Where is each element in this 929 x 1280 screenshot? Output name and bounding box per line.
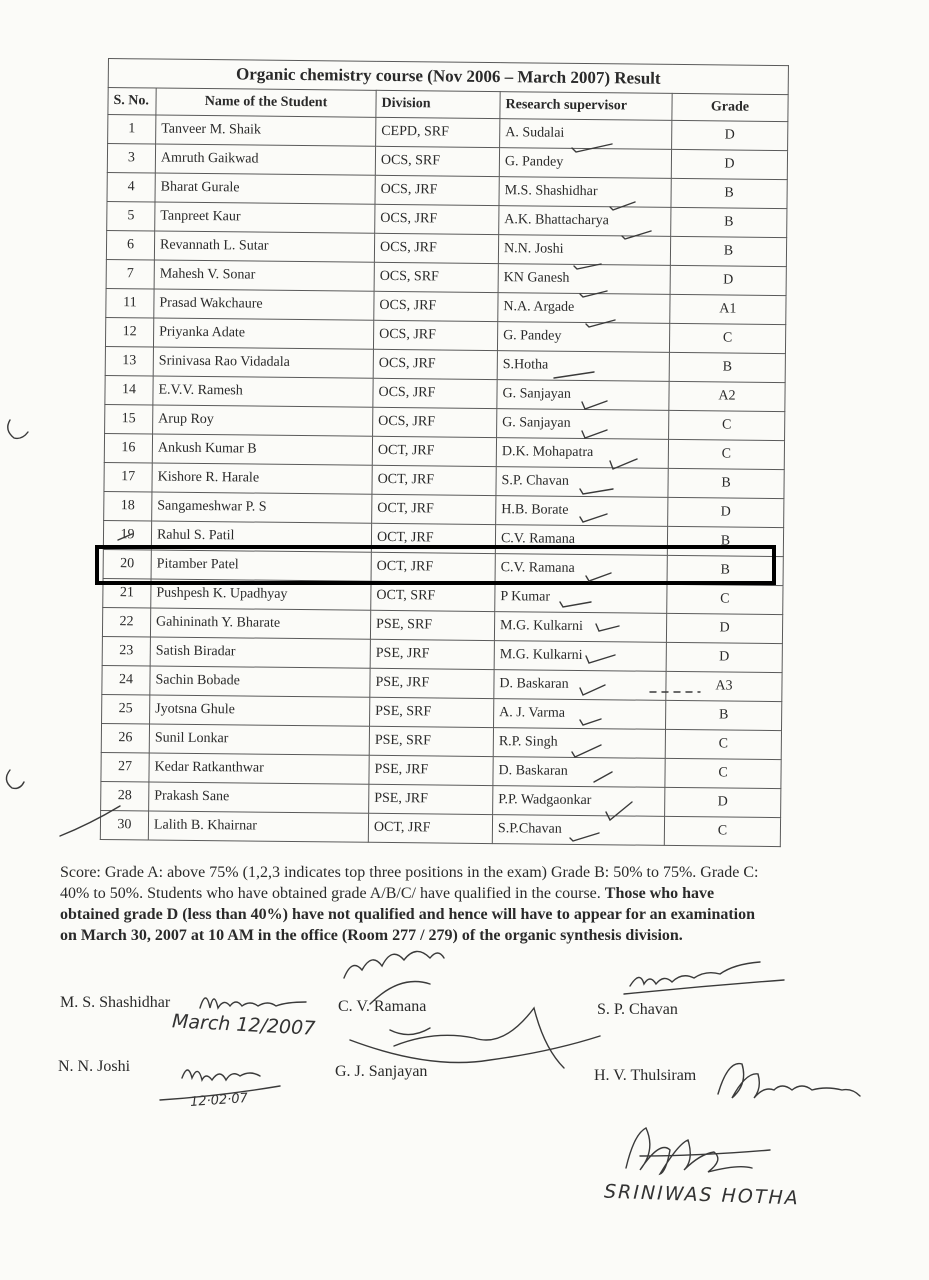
cell-student-name: E.V.V. Ramesh xyxy=(153,376,373,407)
cell-sno: 11 xyxy=(106,288,154,318)
grading-notes xyxy=(60,862,760,946)
cell-sno: 22 xyxy=(102,607,150,637)
cell-grade: C xyxy=(665,729,781,759)
cell-grade: B xyxy=(671,178,787,208)
cell-sno: 19 xyxy=(103,520,151,550)
cell-division: PSE, JRF xyxy=(370,639,494,669)
cell-sno: 14 xyxy=(105,375,153,405)
cell-grade: B xyxy=(668,468,784,498)
cell-sno: 26 xyxy=(101,723,149,753)
handwritten-date-joshi: 12·02·07 xyxy=(189,1090,249,1111)
cell-student-name: Sachin Bobade xyxy=(150,666,370,697)
cell-supervisor: A. Sudalai xyxy=(500,119,672,150)
cell-student-name: Priyanka Adate xyxy=(153,318,373,349)
cell-division: OCS, SRF xyxy=(375,146,499,176)
cell-supervisor: N.N. Joshi xyxy=(498,235,670,266)
cell-supervisor: A.K. Bhattacharya xyxy=(499,206,671,237)
cell-supervisor: D. Baskaran xyxy=(494,670,666,701)
cell-supervisor: D. Baskaran xyxy=(493,757,665,788)
cell-division: CEPD, SRF xyxy=(376,117,500,147)
cell-student-name: Sangameshwar P. S xyxy=(152,492,372,523)
cell-student-name: Kedar Ratkanthwar xyxy=(149,753,369,784)
cell-division: OCS, JRF xyxy=(375,204,499,234)
cell-grade: C xyxy=(668,439,784,469)
cell-grade: D xyxy=(665,787,781,817)
cell-sno: 25 xyxy=(102,694,150,724)
signatory-joshi: N. N. Joshi xyxy=(58,1058,131,1075)
cell-sno: 27 xyxy=(101,752,149,782)
cell-division: PSE, SRF xyxy=(370,697,494,727)
cell-student-name: Rahul S. Patil xyxy=(151,521,371,552)
signatory-tulsiram: H. V. Thulsiram xyxy=(594,1067,697,1084)
cell-grade: A1 xyxy=(670,294,786,324)
table-title: Organic chemistry course (Nov 2006 – March 2007) Result xyxy=(108,59,788,95)
cell-division: PSE, SRF xyxy=(369,726,493,756)
cell-sno: 12 xyxy=(105,317,153,347)
signature-shashidhar xyxy=(200,998,306,1008)
cell-student-name: Mahesh V. Sonar xyxy=(154,260,374,291)
cell-division: OCT, JRF xyxy=(371,552,495,582)
cell-division: OCS, JRF xyxy=(373,378,497,408)
cell-division: OCS, SRF xyxy=(374,262,498,292)
cell-sno: 17 xyxy=(104,462,152,492)
cell-sno: 4 xyxy=(107,172,155,202)
cell-grade: B xyxy=(666,700,782,730)
cell-student-name: Prakash Sane xyxy=(149,782,369,813)
cell-sno: 21 xyxy=(103,578,151,608)
cell-sno: 13 xyxy=(105,346,153,376)
header-grade: Grade xyxy=(672,93,788,121)
cell-student-name: Satish Biradar xyxy=(150,637,370,668)
cell-sno: 20 xyxy=(103,549,151,579)
cell-grade: D xyxy=(668,497,784,527)
cell-supervisor: G. Pandey xyxy=(497,322,669,353)
cell-student-name: Amruth Gaikwad xyxy=(155,144,375,175)
cell-supervisor: M.S. Shashidhar xyxy=(499,177,671,208)
header-sno: S. No. xyxy=(108,88,156,116)
cell-student-name: Arup Roy xyxy=(153,405,373,436)
cell-student-name: Prasad Wakchaure xyxy=(154,289,374,320)
cell-supervisor: N.A. Argade xyxy=(498,293,670,324)
cell-division: PSE, JRF xyxy=(370,668,494,698)
cell-division: OCT, JRF xyxy=(372,436,496,466)
cell-division: OCS, JRF xyxy=(373,407,497,437)
cell-supervisor: P Kumar xyxy=(495,583,667,614)
cell-supervisor: S.P. Chavan xyxy=(496,467,668,498)
cell-student-name: Tanpreet Kaur xyxy=(155,202,375,233)
table-body xyxy=(100,115,788,847)
margin-mark-upper xyxy=(8,420,28,438)
cell-grade: C xyxy=(665,758,781,788)
cell-sno: 7 xyxy=(106,259,154,289)
cell-division: OCT, SRF xyxy=(371,581,495,611)
cell-grade: A2 xyxy=(669,381,785,411)
cell-grade: B xyxy=(667,555,783,585)
cell-grade: C xyxy=(669,323,785,353)
cell-student-name: Pitamber Patel xyxy=(151,550,371,581)
cell-grade: D xyxy=(670,265,786,295)
cell-sno: 16 xyxy=(104,433,152,463)
cell-grade: B xyxy=(670,236,786,266)
signature-chavan xyxy=(624,962,784,994)
header-division: Division xyxy=(376,90,500,118)
cell-supervisor: H.B. Borate xyxy=(496,496,668,527)
cell-supervisor: S.Hotha xyxy=(497,351,669,382)
cell-student-name: Revannath L. Sutar xyxy=(154,231,374,262)
cell-supervisor: G. Sanjayan xyxy=(497,409,669,440)
cell-sno: 1 xyxy=(108,115,156,145)
signatory-sanjayan: G. J. Sanjayan xyxy=(335,1063,428,1080)
notes-text: Score: Grade A: above 75% (1,2,3 indicates top three positions in the exam) Grade B: 50% to 75%. Grade C: 40% to 50%. Students who have obtained grade A/B/C/ have qualified in the course. xyxy=(60,864,759,902)
cell-student-name: Pushpesh K. Upadhyay xyxy=(151,579,371,610)
signature-tulsiram xyxy=(718,1064,860,1098)
cell-grade: D xyxy=(671,149,787,179)
cell-division: OCS, JRF xyxy=(373,349,497,379)
cell-supervisor: D.K. Mohapatra xyxy=(496,438,668,469)
signature-underline xyxy=(640,1150,770,1156)
cell-student-name: Bharat Gurale xyxy=(155,173,375,204)
cell-supervisor: P.P. Wadgaonkar xyxy=(493,786,665,817)
cell-supervisor: G. Pandey xyxy=(499,148,671,179)
cell-division: OCT, JRF xyxy=(368,813,492,843)
cell-student-name: Lalith B. Khairnar xyxy=(148,811,368,842)
cell-division: OCS, JRF xyxy=(374,291,498,321)
notes-bold-text: Those who have obtained grade D (less than 40%) have not qualified and hence will have to appear for an examination on March 30, 2007 at 10 AM in the office (Room 277 / 279) of the organic synthesis division. xyxy=(60,885,756,944)
cell-sno: 15 xyxy=(105,404,153,434)
handwritten-name-hotha: SRINIWAS HOTHA xyxy=(603,1180,801,1210)
cell-student-name: Jyotsna Ghule xyxy=(150,695,370,726)
header-name: Name of the Student xyxy=(156,88,376,117)
cell-grade: D xyxy=(666,613,782,643)
result-table xyxy=(100,58,789,847)
cell-sno: 6 xyxy=(106,230,154,260)
cell-sno: 18 xyxy=(104,491,152,521)
cell-grade: C xyxy=(669,410,785,440)
cell-division: PSE, SRF xyxy=(370,610,494,640)
cell-sno: 23 xyxy=(102,636,150,666)
margin-mark-lower xyxy=(6,770,24,788)
cell-grade: B xyxy=(671,207,787,237)
cell-division: OCT, JRF xyxy=(371,523,495,553)
cell-sno: 30 xyxy=(100,810,148,840)
signature-hotha xyxy=(626,1128,752,1174)
signatory-chavan: S. P. Chavan xyxy=(597,1001,678,1018)
cell-division: OCS, JRF xyxy=(374,233,498,263)
highlight-box xyxy=(95,545,776,585)
cell-supervisor: C.V. Ramana xyxy=(495,525,667,556)
handwritten-date-shashidhar: March 12/2007 xyxy=(171,1010,316,1040)
cell-student-name: Gahininath Y. Bharate xyxy=(150,608,370,639)
cell-division: OCT, JRF xyxy=(372,465,496,495)
cell-grade: D xyxy=(672,120,788,150)
cell-grade: B xyxy=(669,352,785,382)
cell-supervisor: G. Sanjayan xyxy=(497,380,669,411)
cell-grade: B xyxy=(667,526,783,556)
cell-grade: C xyxy=(667,584,783,614)
cell-sno: 5 xyxy=(107,201,155,231)
cell-division: OCS, JRF xyxy=(373,320,497,350)
table-row xyxy=(100,810,780,846)
cell-supervisor: KN Ganesh xyxy=(498,264,670,295)
cell-supervisor: M.G. Kulkarni xyxy=(494,612,666,643)
cell-supervisor: A. J. Varma xyxy=(494,699,666,730)
cell-division: PSE, JRF xyxy=(369,755,493,785)
signatory-ramana: C. V. Ramana xyxy=(338,998,427,1015)
cell-student-name: Srinivasa Rao Vidadala xyxy=(153,347,373,378)
cell-student-name: Tanveer M. Shaik xyxy=(156,115,376,146)
cell-supervisor: C.V. Ramana xyxy=(495,554,667,585)
signatory-shashidhar: M. S. Shashidhar xyxy=(60,994,171,1011)
cell-student-name: Sunil Lonkar xyxy=(149,724,369,755)
cell-sno: 3 xyxy=(107,144,155,174)
cell-grade: D xyxy=(666,642,782,672)
cell-supervisor: S.P.Chavan xyxy=(492,815,664,846)
header-supervisor: Research supervisor xyxy=(500,92,672,121)
cell-grade: A3 xyxy=(666,671,782,701)
cell-grade: C xyxy=(664,816,780,846)
cell-division: OCS, JRF xyxy=(375,175,499,205)
cell-student-name: Kishore R. Harale xyxy=(152,463,372,494)
cell-sno: 24 xyxy=(102,665,150,695)
cell-student-name: Ankush Kumar B xyxy=(152,434,372,465)
cell-supervisor: M.G. Kulkarni xyxy=(494,641,666,672)
cell-division: OCT, JRF xyxy=(372,494,496,524)
cell-division: PSE, JRF xyxy=(369,784,493,814)
cell-sno: 28 xyxy=(101,781,149,811)
cell-supervisor: R.P. Singh xyxy=(493,728,665,759)
